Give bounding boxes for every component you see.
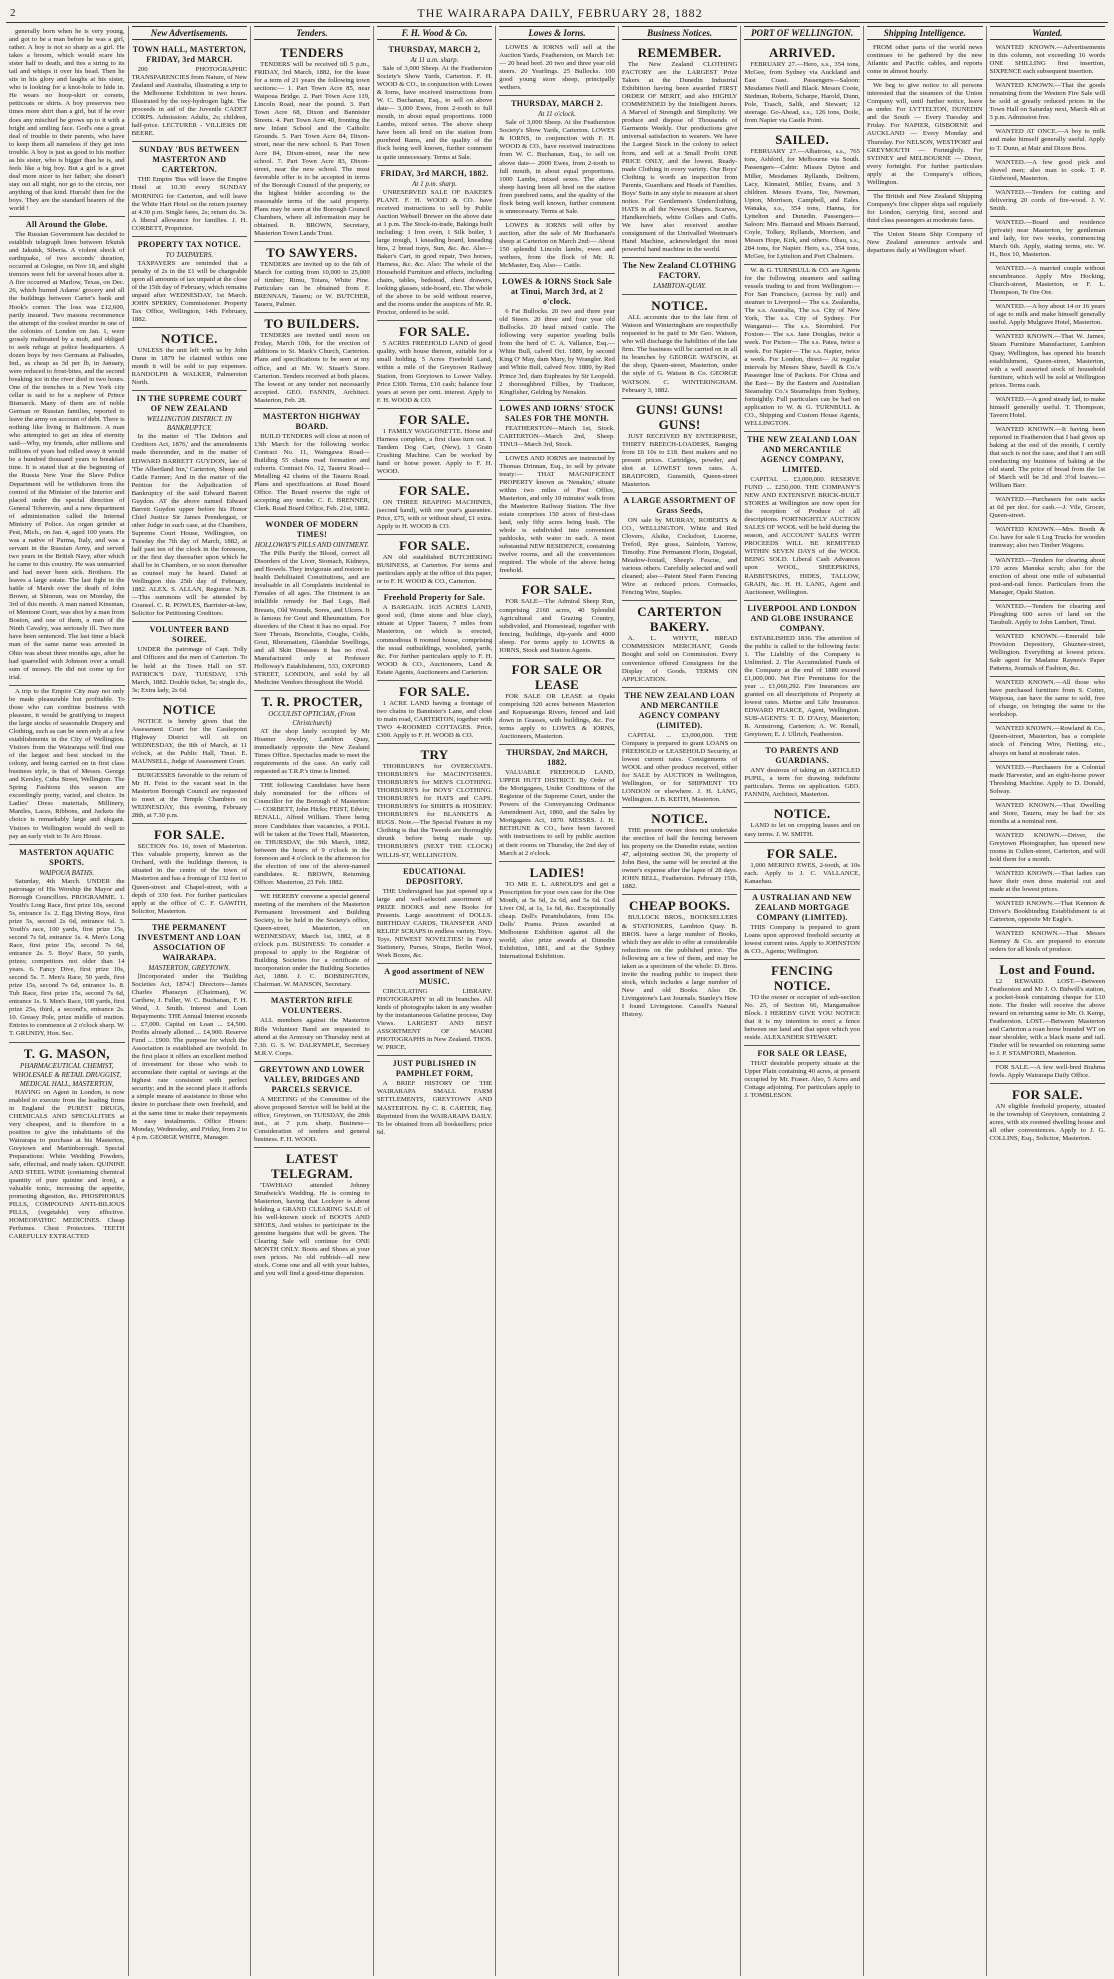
article — [744, 1046, 860, 1103]
article-body: 200 PHOTOGRAPHIC TRANSPARENCIES from Nature, of New Zealand and Australia, illustrating a trip to the Melbourne Exhibition in two hours. Illustrated by the oxy-hydrogen light. The proceeds in aid of the Juvenile CADET CORPS. Admission: Adults, 2s; children, half-price. LECTURER - VILLIERS DE BEERE. — [131, 66, 248, 138]
article-body: ESTABLISHED 1836. The attention of the public is called to the following facts: 1. The Liability of the Company is Unlimited. 2. The Accumulated Funds of the Company at the end of 1880 exceed £1,000,000. Net Fire Premiums for the year ... £1,060,292. Fire Insurances are granted on all descriptions of Property at lowest rates. Marine and Life Insurance. EDWARD PEARCE, Agent, Wellington. SUB-AGENTS: T. D. D'Arcy, Masterton; R. Armstrong, Carterton; A. W. Renall, Greytown; E. J. Ullrich, Featherston. — [744, 634, 860, 739]
article-body: TENDERS are invited until noon on Friday, March 10th, for the erection of additions to St. Mark's Church, Carterton. Plans and specifications to be seen at my office, and at Mr. W. Stuart's Store. Carterton. Tenders received at both places. The lowest or any tender not necessarily accepted. GEO. FANNIN, Architect. Masterton, Feb. 28. — [254, 332, 370, 404]
article-body: WANTED AT ONCE.—A boy to milk and make himself generally useful. Apply to T. Dunn, at Mair and Dixon Bros. — [989, 128, 1106, 152]
article — [990, 555, 1106, 601]
article-heading: T. G. MASON, — [23, 1045, 110, 1061]
article — [990, 601, 1106, 631]
article-heading: REMEMBER. — [637, 45, 722, 60]
article-body: The Russian Government has decided to establish telegraph lines between Irkutsk and Jakutsk, Siberia. A violent shock of earthquake, of two seconds' duration, occurred at Cologne, on Nov 18, and slight tremors were felt for several hours after it. A fire occurred at Marlow, Texas, on Dec. 26, which burned Adams' grocery and all the buildings between Carter's bank and Hook's corner. The loss was £12,600, partly insured. Two masons recommence the attempt of the coolest murder in one of the colonies of London on Jan. 1, were grossly maltreated by a mob, and obliged to seek refuge at police headquarters. A dozen boys by two Germans at Palisades, Ind., as cheap as 3d per lb, in January, were reduced to frost-bites, and the second breaking ice in the river died in two hours. One of the trenches in a New York city cellar is said to be a nephew of Prince Bismarck. Many of them are of noble German or Russian families, reported to leave the army on account of debt. There is nothing like living in Baltimore. A man who attempted to get an idea of eternity said—Why, my friends, after millions and millions of years had rolled away it would be a hundred thousand years to breakfast time. It is stated that at the beginning of the Russia New Year the Slave Police Department will be withdrawn from the control of the Minister of the Interior and placed under the special direction of General Tcherevin, and a new department of administration called the Internal Ministry of Police. An organ grinder at Pest, Mich., on Jan. 4, aged 100 years. He was a native of Parma, Italy, and was a servant in the Russian Army, and served two years in the British Navy, after which he came to this country. He was unmarried and had never been sick. Brothers. He leaves a large estate. The last fight in the battle of Marsh over the death of John Brown, at Shinoun, was on Monday, the 3rd of this month. A man named Kinsman, of Mentone Court, was shot by a man from Boston, and one of them, a man of the Ninth Cavalry, was seriously ill. Two men have been sentenced. The last time a black man of the same name was arrested in Ohio was about three months ago, after he had quarrelled with Johnson over a small sum of money. He did not come up for trial. — [9, 231, 125, 681]
article-body: W. & G. TURNBULL & CO. are Agents for the following steamers and sailing vessels trading to and from Wellington:— For San Francisco, (across by rail) and steamer to Liverpool— The s.s. Zealandia, The s.s. Australia, The s.s. City of New York, The s.s. City of Sydney. For Wanganui— The s.s. Stormbird. For Foxton— The s.s. Jane Douglas, twice a week. For Picton— The s.s. Patea, twice a week. For Napier— The s.s. Napier, twice a week. For London, direct— At regular intervals by Messrs Shaw, Savill & Co.'s Passenger line of Packets. For China and the East— By the Eastern and Australian Steamship Co.'s Steamships from Sydney, fortnightly. Full particulars can be had on application to W. & G. TURNBULL & CO., Shipping and Custom House Agents, WELLINGTON. — [744, 267, 860, 427]
article — [867, 229, 983, 258]
article-body: FEBRUARY 27.—Hero, s.s., 354 tons, McGee, from Sydney via Auckland and East Coast. Passengers—Saloon: Mesdames Neill and Black. Messrs Coote, Stedman, Roberts, Scharpe, Harold, Dunn, Pole, Trasch, Salik, and Stewart; 12 steerage. Go-Ahead, s.s., 126 tons, Doile, from Napier via Castle Point. — [744, 61, 860, 125]
article-heading: LOWES & IORNS Stock Sale at Tinui, March 3rd, at 2 o'clock. — [502, 277, 612, 307]
article — [622, 42, 738, 258]
column-4 — [374, 26, 497, 1976]
article-heading: FRIDAY, 3rd MARCH, 1882. — [380, 168, 489, 178]
article-body: WANTED KNOWN.—That Kennon & Driver's Bookbinding Establishment is at Carterton, opposite Mr Eagle's. — [989, 900, 1106, 924]
article-heading: THE PERMANENT INVESTMENT AND LOAN ASSOCIATION OF WAIRARAPA. — [137, 922, 242, 962]
article-heading: THURSDAY, 2nd MARCH, 1882. — [506, 748, 608, 768]
article — [990, 1062, 1106, 1084]
article — [744, 743, 860, 803]
article-body: ALL members against the Masterton Rifle Volunteer Band are requested to attend at the Armoury on Thursday next at 7.30. G. S. W. DALRYMPLE, Secretary M.R.V. Corps. — [254, 1017, 370, 1057]
article-subheading: At 11 a.m. sharp. — [410, 56, 459, 64]
article-body: TO MR E. L. ARNOLD'S and get a Prescription for your own case for the One Month, at 5s 6d, 2s 6d, and 5s 6d. Cod Liver Oil, at 1s, 1s 6d, &c. Exceptionally cheap. Doll's Perambulators, from 15s. Dolls' Prams. Prizes awarded at Melbourne Exhibition against all the world; also prize awards at Dunedin Exhibition, 1881, and at the Sydney International Exhibition. — [499, 880, 615, 961]
article-body: WANTED KNOWN.—That ladies can have their own dress material cut and made at the lowest prices. — [989, 870, 1106, 894]
article — [744, 890, 860, 960]
article-body: TENDERS will be received till 5 p.m., FRIDAY, 3rd March, 1882, for the lease for a term of 21 years the following town sections:— 1. Part Town Acre 85, near Waipoua Bridge. 2. Part Town Acre 119, Lincoln Road, near the pound. 3. Part Town Acre 68, Dixon and Bannister Streets. 4. Part Town Acre 40, fronting the new Infant School and the Catholic Grounds. 5. Part Town Acre 84, Dixon-street, near the new school. 6. Part Town Acre 84, Dixon-street, near the new school. 7. Part Town Acre 83, Dixon-street, near the new school. The most favorable offer is to be accepted in terms of the Borough Council of the property, or the highest bidder according to the reasonable terms of the said property. Plans may be seen at the Borough Council Chambers, where all information may be obtained. R. BROWN, Secretary, Masterton Town Lands Trust. — [254, 61, 370, 237]
article — [744, 432, 860, 601]
article — [254, 1148, 370, 1282]
article — [132, 237, 248, 328]
article — [990, 80, 1106, 126]
article-heading: MASTERTON AQUATIC SPORTS. — [19, 847, 115, 867]
column-9 — [987, 26, 1109, 1976]
article — [499, 745, 615, 862]
article-body: VALUABLE FREEHOLD LAND, UPPER HUTT DISTRICT. By Order of the Mortgagees, Under Conditions of the Registrar of the Supreme Court, under the Powers of the Conveyancing Ordinance Amendment Act, 1860, and the Sales by Mortgagees Act, 1870. MESSRS. J. H. BETHUNE & CO., have been favored with instructions to sell by public auction at their rooms on Thursday, the 2nd day of March at 2 o'clock. — [499, 769, 615, 857]
article — [990, 524, 1106, 554]
article-body: ON sale by MURRAY, ROBERTS & CO., WELLINGTON. White and Red Clovers, Alsike, Cocksfoot, Lucerne, Trefoil, Rye grass, Sainfoin, Yarrow, Timothy. Fine Permanent Florin, Dogstail, Meadow-foxtail, Sheep's Fescue, and various others. Carefully selected and well cleaned; also—Patent Steel Farm Fencing Wire at reduced prices. Cornsacks, Fencing Wire, Staples. — [621, 516, 738, 597]
article — [990, 301, 1106, 331]
article-heading: NOTICE. — [651, 298, 708, 314]
column-header: Wanted. — [990, 26, 1106, 40]
article-heading: FOR SALE. — [399, 683, 470, 699]
article — [990, 631, 1106, 677]
article-body: SECTION No. 16, town of Masterton. This valuable property, known as the Orchard, with the buildings thereon, is situated in the centre of the town of Masterton and has a frontage of 132 feet to Queen-street and Chapel-street, with a depth of 330 feet. For further particulars apply at the office of C. F. GAWITH, Solicitor, Masterton. — [131, 843, 248, 915]
article — [622, 808, 738, 895]
article-subheading: WELLINGTON DISTRICT. IN BANKRUPTCY. — [146, 415, 232, 433]
article — [254, 780, 370, 891]
article-heading: Lost and Found. — [999, 961, 1096, 977]
masthead — [6, 4, 1108, 23]
article — [990, 868, 1106, 898]
article-subheading: PHARMACEUTICAL CHEMIST, WHOLESALE & RETAIL DRUGGIST, MEDICAL HALL, MASTERTON, — [12, 1061, 122, 1088]
article-body: BUILD TENDERS will close at noon of 13th March for the following works: Contract No. 11, Waingawa Road—Building 55 chains road formation and culverts. Contract No. 12, Taueru Road—Metalling 42 chains of the Taueru Road. Plans and specifications at Road Board Office. The Board reserve the right of accepting any tender. C. E. BRENNER, Clerk. Road Board Office, Feb. 21st, 1882. — [254, 432, 370, 513]
article-body: The Pills Purify the Blood, correct all Disorders of the Liver, Stomach, Kidneys, and Bowels. They invigorate and restore to health Debilitated Constitutions, and are invaluable in all Complaints incidental to Females of all ages. The Ointment is an infallible remedy for Bad Legs, Bad Breasts, Old Wounds, Sores, and Ulcers. It is famous for Gout and Rheumatism. For disorders of the Chest it has no equal. For Sore Throats, Bronchitis, Coughs, Colds, Gout, Rheumatism, Glandular Swellings, and all Skin Diseases it has no rival. Manufactured only at Professor Holloway's Establishment, 533, OXFORD STREET, LONDON, and sold by all Medicine Vendors throughout the World. — [254, 550, 370, 686]
article-body: WANTED.—A boy about 14 or 16 years of age to milk and make himself generally useful. Apply Mulgrave Hotel, Masterton. — [989, 303, 1106, 327]
column-header: Shipping Intelligence. — [867, 26, 983, 40]
article-subheading: At 1 p.m. sharp. — [412, 179, 457, 188]
article — [132, 391, 248, 622]
column-6 — [619, 26, 742, 1976]
article-heading: THE NEW ZEALAND LOAN AND MERCANTILE AGENCY COMPANY, LIMITED. — [747, 434, 858, 474]
article — [867, 191, 983, 229]
article — [990, 1084, 1106, 1146]
article-body: CAPITAL ... £3,000,000. THE Company is prepared to grant LOANS on FREEHOLD or LEASEHOLD Security, at lowest current rates. Consignments of WOOL and other produce received, either for SALE by AUCTION in Wellington, Wellington, or for SHIPMENT TO LONDON or elsewhere. J. H. LANG, Wellington. J. B. KEITH, Masterton. — [621, 731, 738, 804]
article-heading: TRY — [420, 747, 449, 762]
article — [990, 394, 1106, 424]
article — [377, 409, 493, 480]
article-body: LOWES & IORNS will offer by auction, after the sale of Mr Buchanan's sheep at Carterton on March 2nd:— About 150 splendid Lincoln lambs, ewes and wethers, from the flock of Mr. R. McMaster, Esq. Also— Cattle. — [499, 221, 615, 270]
article-body: Sale of 3,000 Sheep. At the Featherston Society's Show Yards, Carterton. LOWES & IORNS, in conjunction with F. H. WOOD & CO., have received instructions from W. C. Buchanan, Esq., to sell on above date— 2000 Ewes, from 2-tooth to full mouth, in about equal proportions. 1000 Lambs, mixed sexes. The above sheep having been all bred on the station from purebred rams, and the quality of the flock being well known, further comment is unnecessary. Terms at Sale. — [499, 119, 615, 215]
article-body: 6 Fat Bullocks. 20 two and three year old Steers. 20 three and four year old Bullocks. 20 head mixed cattle. The following very superior yearling bulls from the herd of C. A. Vallance, Esq.— White Bull, calved Oct. 1880, by second King O' May, dam Mary, by Wrangler. Red and White Bull, calved Nov. 1880, by Red Prince 3rd, dam Euphrates by Sir Leopold. 2 thoroughbred Fillies, by Traducer, Kingfisher, Gelding by Nenakin. — [499, 308, 615, 396]
column-header: F. H. Wood & Co. — [377, 26, 493, 40]
article-body: BULLOCK BROS., BOOKSELLERS & STATIONERS, Lambton Quay. B. BROS. have a large number of Books, which they are able to offer at considerable reductions on the published price. The following are a few of them, and may be taken as a specimen of the whole: D. Bros. invite the reading public to inspect their stock, which includes a large number of New and old Books. Also Dr. Livingstone's Last Journals. Stanley's How I found Livingstone. Cassell's Natural History. — [621, 914, 738, 1019]
article — [744, 601, 860, 744]
article-heading: EDUCATIONAL DEPOSITORY. — [403, 866, 466, 886]
article-heading: NOTICE. — [161, 331, 218, 347]
article — [377, 480, 493, 535]
article — [254, 409, 370, 517]
article-body: WE HEREBY convene a special general meeting of the members of the Masterton Permanent Investment and Building Society, to be held in the Society's office, Queen-street, Masterton, on WEDNESDAY, March 1st, 1882, at 8 o'clock p.m. BUSINESS: To consider a proposal to apply to the Registrar of Building Societies for a certificate of incorporation under the Building Societies Act, 1880. J. C. BOBBINGTON, Chairman. W. MANSON, Secretary. — [254, 892, 370, 989]
article — [132, 328, 248, 391]
article — [9, 1043, 125, 1245]
article — [990, 424, 1106, 494]
column-header: Tenders. — [254, 26, 370, 40]
article-heading: FOR SALE. — [521, 582, 593, 598]
article-body: WANTED.—Board and residence (private) near Masterton, by gentleman and lady, for two weeks, commencing March 6th. Apply, stating terms, etc. W. H., Box 10, Masterton. — [989, 218, 1106, 259]
article-subheading: TO TAXPAYERS. — [165, 250, 214, 259]
article-body: CAPITAL ... £3,000,000. RESERVE FUND ... £250,000. THE COMPANY'S NEW AND EXTENSIVE BRICK-BUILT STORES at Wellington are now open for the reception of Produce of all descriptions. FORTNIGHTLY AUCTION SALES OF WOOL will be held during the season, and ACCOUNT SALES WITH PROCEEDS WILL BE REMITTED WITHIN SEVEN DAYS of the WOOL BEING SOLD. Liberal Cash Advances upon WOOL, SHEEPSKINS, RABBITSKINS, HIDES, TALLOW, GRAIN, &c. H. H. LANG, Agent and Auctioneer, Wellington. — [744, 475, 860, 596]
article — [377, 681, 493, 744]
article-heading: LOWES AND IORNS' STOCK SALES FOR THE MONTH. — [499, 403, 615, 423]
article — [622, 601, 738, 687]
article-heading: SUNDAY 'BUS BETWEEN MASTERTON AND CARTERTON. — [139, 145, 240, 175]
article-heading: IN THE SUPREME COURT OF NEW ZEALAND — [136, 394, 243, 414]
article — [867, 80, 983, 191]
article — [377, 321, 493, 408]
article — [990, 42, 1106, 80]
article — [990, 263, 1106, 301]
article-heading: TO SAWYERS. — [266, 245, 358, 261]
article-body: In the matter of 'The Debtors and Creditors Act, 1876,' and the amendments made thereunder, and in the matter of EDWARD BARRETT GUYDON, late of 'The Albertland Inn,' Carterton, Sheep and Cattle Farmer; And in the matter of the Petition for the Adjudication of Bankruptcy of the said Edward Barrett Guydon. AT the above named Edward Barrett Guydon upper before his Honor Chief Justice Sir James Prendergast, or other Judge in such case, at the Chambers, Supreme Court House, Wellington, on Tuesday the 7th day of March, 1882, at half past ten of the clock in the forenoon, or the first day thereafter upon which he shall be in Chambers, or so soon thereafter as counsel may be heard. Dated at Wellington this 25th day of February, 1882. ALEX. S. ALLAN, Registrar. N.B.—This summons will be attended by Counsel. C. R. POWLES, Barrister-at-law, Solicitor for Petitioning Creditors. — [131, 433, 248, 618]
article-heading: FOR SALE OR LEASE, — [757, 1049, 847, 1059]
article-heading: FOR SALE. — [154, 827, 225, 843]
article-body: WANTED.—A few good pick and shovel men; also man to cook. T. P. Girdwood, Masterton. — [989, 158, 1106, 182]
article — [622, 399, 738, 493]
article-heading: FOR SALE. — [399, 411, 470, 427]
article — [990, 959, 1106, 1062]
article-body: We beg to give notice to all persons interested that the steamers of the Union Company will, until further notice, leave as under. For LYTTELTON, DUNEDIN and the South — Every Tuesday and Friday. For NAPIER, GISBORNE and AUCKLAND — Every Monday and Thursday. For NELSON, WESTPORT and GREYMOUTH — Fortnightly. For SYDNEY and MELBOURNE — Direct, every fortnight. For further particulars apply at the Company's offices, Wellington. — [866, 82, 983, 186]
article-body: FOR SALE.—A few well-bred Brahma fowls. Apply Wairarapa Daily Office. — [989, 1063, 1106, 1080]
article — [132, 622, 248, 698]
article-body: THE following Candidates have been duly nominated for the offices of Councillor for the Borough of Masterton:— CORBETT, John Hicks; FEIST, Edwin; RENALL, Alfred William. There being more Candidates than vacancies, a POLL will be taken at the Town Hall, Masterton, on THURSDAY, the 9th March, 1882, between the hours of 9 o'clock in the forenoon and 4 o'clock in the afternoon for the election of one of the above-named candidates. R. BROWN, Returning Officer. Masterton, 23 Feb. 1882. — [254, 782, 370, 886]
article — [990, 126, 1106, 156]
article — [377, 166, 493, 322]
article — [499, 659, 615, 745]
masthead-title: THE WAIRARAPA DAILY, FEBRUARY 28, 1882 — [417, 5, 703, 20]
column-container — [6, 26, 1108, 1976]
article-heading: TO BUILDERS. — [264, 316, 360, 332]
article-heading: WONDER OF MODERN TIMES! — [265, 520, 359, 540]
article — [990, 217, 1106, 263]
article — [132, 699, 248, 770]
article — [990, 331, 1106, 393]
article-heading: FOR SALE OR LEASE — [511, 661, 603, 692]
article-body: WANTED KNOWN.—That the goods remaining from the Western Fire Sale will be sold at greatly reduced prices in the Town Hall on Saturday next, March 4th at 3 p.m. Admission free. — [989, 82, 1106, 122]
article-body: WANTED.—Tenders for cutting and delivering 20 cords of fire-wood. J. V. Smith. — [989, 188, 1106, 212]
article-body: The British and New Zealand Shipping Company's fine clipper ships sail regularly for London, carrying first, second and third class passengers at moderate fares. — [866, 192, 983, 224]
article-body: WANTED KNOWN.—That W. James, Steam Furniture Manufacturer, Lambton Quay, Wellington, has opened his branch establishment, Queen-street, Masterton, with a well assorted stock of household furniture, which will be sold at Wellington prices. Terms cash. — [989, 333, 1106, 389]
article-heading: LATEST TELEGRAM. — [271, 1150, 353, 1181]
article — [9, 686, 125, 845]
article — [254, 1062, 370, 1148]
article — [132, 920, 248, 1145]
article — [377, 744, 493, 864]
article — [990, 830, 1106, 868]
article-body: Sale of 3,000 Sheep. At the Featherston Society's Show Yards, Carterton. F. H. WOOD & CO., in conjunction with Lowes & Iorns, have received instructions from W. C. Buchanan, Esq., to sell on above date— 3,000 Ewes, from 2-tooth to full mouth, in about equal proportions. 1000 Lambs, mixed sexes. The above sheep have been all bred on the station from purebred Rams, and the quality of the flock being well known, further comment is quite unnecessary. Terms at Sale. — [376, 65, 493, 161]
article — [499, 274, 615, 401]
article-body: THE present owner does not undertake the erection of half the fencing between his property on the Dunedin estate, section 47, adjoining section 36, the property of John Best, the same will be erected at the owner's expense after the lapse of 28 days. JOHN BELL, Featherston. February 15th, 1882. — [621, 827, 738, 891]
article-body: 5 ACRES FREEHOLD LAND of good quality, with house thereon, suitable for a small holding. 5 Acres Freehold Land, within a mile of the Greytown Railway Station, from Greytown to Lower Valley. Price £300. Terms, £10 cash; balance four years at seven per cent. interest. Apply to F. H. WOOD & CO. — [376, 340, 493, 404]
article — [377, 42, 493, 166]
article — [377, 590, 493, 680]
article-body: LOWES & IORNS will sell at the Auction Yards, Featherston, on March 1st:— 20 head beef. 20 two and three year old steers. 20 Yearlings. 25 Bullocks. 100 good young store sheep, principally wethers. — [499, 44, 615, 92]
article-body: WANTED KNOWN.—Rowland & Co., Queen-street, Masterton, has a complete stock of Fencing Wire, Netting, etc., always on hand at moderate rates. — [989, 725, 1106, 757]
column-8 — [864, 26, 987, 1976]
article-body: THIS Company is prepared to grant Loans upon approved freehold security at lowest current rates. Apply to JOHNSTON & CO., Agents; Wellington. — [744, 923, 860, 955]
article-body: TO the owner or occupier of sub-section No. 25, of Section 66, Mangamahoe Block. I HEREBY GIVE YOU NOTICE that it is my intention to erect a fence between our land and that upon which you reside. ALEXANDER STEWART. — [744, 993, 860, 1042]
article-body: ALL accounts due to the late firm of Watson and Winteringham are respectfully requested to be paid to Mr Geo. Watson, who will discharge the liabilities of the late firm. The business will be carried on in all its branches by GEORGE WATSON, at the shop, Queen-street, Masterton, under the style of G. Watson & Co. GEORGE WATSON. C. WINTERINGHAM. February 3, 1882. — [621, 314, 738, 394]
article — [499, 401, 615, 453]
article-body: LOWES AND IORNS are instructed by Thomas Drinnan, Esq., to sell by private treaty:— THAT MAGNIFICENT PROPERTY known as 'Nenakin,' situate within two miles of Post Office, Masterton, and only 10 minutes' walk from the Masterton Railway Station. The five estate comprises 150 acres of first-class land, only fifty acres being bush. The whole is subdivided into convenient paddocks, with water in each. A most substantial NEW RESIDENCE, containing twelve rooms, and all the conveniences required. The whole of the above being freehold. — [499, 454, 615, 575]
article-heading: MASTERTON HIGHWAY BOARD. — [262, 411, 361, 431]
article — [990, 800, 1106, 830]
article — [867, 42, 983, 80]
article-body: WANTED.—A good steady lad, to make himself generally useful. T. Thompson, Tavern Hotel. — [989, 395, 1106, 419]
article-heading: NOTICE. — [651, 811, 708, 827]
article-body: 1,000 MERINO EWES, 2-tooth, at 10s each. Apply to J. C. VALLANCE, Kanaehau. — [744, 861, 860, 885]
article-body: A trip to the Empire City may not only be made pleasurable but profitable. To those who can combine business with pleasure, it would be gratifying to inspect the large stocks of seasonable Drapery and Clothing, such as can be seen only at a few establishments in the City of Wellington. Visitors from the Wairarapa will find one of the largest and best stocked in the colony, and being carried on in first class business style, is that of Messrs. George and Kersley, Cuba Street, Wellington. The Spring Fashions this season are exceedingly pretty, varied, and choice. In Ladies' Dress materials, Millinery, Mantles, Laces, Ribbons, and Jackets the choice is remarkably large and elegant. Visitors to Wellington would do well to pay an early visit to Te Aro House. — [9, 687, 125, 840]
article — [254, 691, 370, 780]
article-body: WANTED KNOWN.—All those who have purchased furniture from S. Cotter, Waipoua, can have the same to sold, free of charge, on bringing the same to the workshop. — [989, 679, 1106, 719]
article-body: LAND to let on cropping leases and on easy terms. J. W. SMITH. — [744, 822, 860, 838]
article — [499, 453, 615, 580]
article — [990, 762, 1106, 800]
article — [9, 845, 125, 1043]
article-heading: GREYTOWN AND LOWER VALLEY, BRIDGES AND PARCELS SERVICE. — [259, 1064, 365, 1094]
article — [254, 313, 370, 408]
article — [377, 1056, 493, 1139]
article-body: WANTED.—Tenders for clearing and Ploughing 600 acres of land on the Tarabuli. Apply to John Lambert, Tinui. — [989, 602, 1106, 626]
article — [499, 96, 615, 220]
article — [744, 129, 860, 265]
article — [622, 895, 738, 1022]
article — [990, 898, 1106, 928]
article-body: TAXPAYERS are reminded that a penalty of 2s in the £1 will be chargeable upon all amounts of tax unpaid at the close of the 15th day of February, which remains unpaid after WEDNESDAY, 1st March. JOHN SPERRY, Commissioner. Property Tax Office, Wellington, 14th February, 1882. — [131, 259, 248, 324]
article-heading: TENDERS — [280, 45, 344, 60]
article-body: HAVING on Agent in London, is now enabled to execute from the leading firms in England the PUREST DRUGS, CHEMICALS AND SPECIALITIES at very cheapest, and is therefore in a position to give the inhabitants of the Wairarapa to purchase at his Masterton, Greytown and Martinborough. Special Preparations: White Wedding Powders, safe, effectual, and ready taken. QUININE AND STEEL WINE (containing chemical quantity of pure quinine and iron), a valuable tonic, increasing the appetite, promoting digestion, &c. PHOSPHORUS PILLS, COMPOUND ANTI-BILIOUS PILLS, (vegetable) very effective. HOMEOPATHIC MEDICINES. Cheap Perfumes. Chest Protectors. TEETH CAREFULLY EXTRACTED — [9, 1088, 125, 1241]
article-body: WANTED KNOWN.—Emerald Isle Provision Depository, Ghuznee-street, Wellington. Everything at lowest prices. Sale agent for Madame Raynes's Paper Patterns, Journals of Fashion, &c. — [989, 632, 1106, 673]
article-heading: LIVERPOOL AND LONDON AND GLOBE INSURANCE COMPANY. — [747, 603, 857, 633]
article-body: A BARGAIN. 1635 ACRES LAND, good soil, (lime stone and blue clay), situate at Upper Taueru, 7 miles from Masterton, on which is erected, commodious 8 roomed house, comprising the usual outbuildings, woolshed, yards, &c. For further particulars apply to F. H. WOOD & CO., Auctioneers, Land & Estate Agents, Auctioneers and Carterton. — [376, 604, 493, 676]
article — [744, 843, 860, 890]
article — [132, 770, 248, 824]
article-body: WANTED.—Tenders for clearing about 170 acres Manuka scrub; also for the erection of about one mile of substantial post-and-rail fence. Particulars from the Manager, Opaki Station. — [989, 556, 1106, 596]
article-body: A. L. WHYTE, BREAD COMMISSION MERCHANT, Goods Bought and sold on Commission. Every convenience offered Consignees for the Display of Goods. TERMS ON APPLICATION. — [621, 635, 738, 683]
article-body: BURGESSES favorable to the return of Mr H. Feist to the vacant seat in the Masterton Borough Council are requested to meet at the Temple Chambers on WEDNESDAY, this evening, February 28th, at 7.30 p.m. — [131, 772, 248, 820]
article — [622, 688, 738, 808]
article-body: THE Undersigned has just opened up a large and well-selected assortment of PRIZE BOOKS and new Books for Presents. Large assortment of DOLLS. BIRTHDAY CARDS, TRANSFER AND RELIEF SCRAPS in endless variety. Toys. Toys. NEWEST NOVELTIES! In Fancy Stationery, Purses, Straps, Berlin Wool, Work Boxes, &c. — [376, 887, 493, 959]
article-body: CIRCULATING LIBRARY. PHOTOGRAPHY in all its branches. All kinds of photographs taken in any weather by the instantaneous Gelatine process, Day Views. LARGEST AND BEST ASSORTMENT OF MAORI PHOTOGRAPHS in New Zealand. THOS. W. PRICE. — [376, 987, 493, 1052]
article-heading: The New Zealand CLOTHING FACTORY. — [622, 261, 737, 281]
article — [132, 824, 248, 919]
article-heading: MASTERTON RIFLE VOLUNTEERS. — [270, 996, 353, 1016]
article-heading: A good assortment of NEW MUSIC. — [384, 966, 485, 986]
article-heading: VOLUNTEER BAND SOIREE. — [149, 625, 230, 645]
article-subheading: HOLLOWAY'S PILLS AND OINTMENT. — [254, 541, 369, 550]
article-body: JUST RECEIVED BY ENTERPRISE, THIRTY BREECH-LOADERS, Ranging from £6 10s to £18. Best makers and no present prices. Cartridges, powder, and shot at LOWEST town rates. A. BRADFORD, Gunsmith, Queen-street Masterton. — [621, 432, 738, 488]
article-body: WANTED KNOWN.—Advertisements in this column, not exceeding 16 words ONE SHILLING first insertion, SIXPENCE each subsequent insertion. — [989, 44, 1106, 76]
article — [622, 493, 738, 601]
article-heading: FENCING NOTICE. — [771, 962, 834, 993]
article — [990, 187, 1106, 217]
article-subheading: At 11 o'clock. — [538, 110, 576, 119]
article — [622, 258, 738, 295]
article-body: FOR SALE—The Admiral Sheep Run, comprising 2160 acres, 40 Splendid Agricultural and Grazing Country, subdivided, and Homestead, together with fencing, buildings, dip-yards and 4000 sheep. For terms apply to LOWES & IORNS, Stock and Station Agents. — [499, 598, 615, 654]
article-body: TENDERS are invited up to the 6th of March for cutting from 10,000 to 25,000 of timber; Rimu, Totara, White Pine. Particulars can be obtained from F. BRENNAN, Taueru; or W. BUTCHER, Taueru, Palmer. — [254, 261, 370, 309]
article-body: WANTED KNOWN.—It having been reported in Featherston that I had given up baking at the end of the month, I certify that such is not the case, and that I am still conducting my business of baking at the old stand. The price of bread from the 1st of March will be 3d and 3½d loaves.—William Barr. — [989, 425, 1106, 490]
article-heading: Freehold Property for Sale. — [383, 593, 486, 603]
article-heading: FOR SALE. — [399, 324, 470, 340]
article — [622, 295, 738, 398]
article — [990, 723, 1106, 761]
column-1 — [6, 26, 129, 1976]
article-body: UNDER the patronage of Capt. Tolly and Officers and the men of Carterton. To be held at the Town Hall on ST. PATRICK'S DAY, TUESDAY, 17th March, 1882. Double ticket, 5s; single do., 3s; Extra lady, 2s 6d. — [131, 646, 248, 694]
article-body: ANY desirous of taking an ARTICLED PUPIL, a term for drawing indefinite particulars. Terms on application. GEO. FANNIN, Architect, Masterton. — [744, 767, 860, 799]
article-heading: T. R. PROCTER, — [261, 694, 363, 709]
article-body: THE Empire 'Bus will leave the Empire Hotel at 10.30 every SUNDAY MORNING for Carterton, and will leave the White Hart Hotel on the return journey at 4.30 p.m. Single fares, 2s; return do. 3s. A liberal allowance for families. J. H. CORBETT, Proprietor. — [131, 176, 248, 232]
article-body: WANTED.—Purchasers for a Colonial made Harvester, and an eight-horse power Threshing Machine. Apply to D. Donald, Solway. — [989, 763, 1106, 795]
column-header: PORT OF WELLINGTON. — [744, 26, 860, 40]
article — [132, 42, 248, 142]
article-body: FEBRUARY 27.—Albatross, s.s., 765 tons, Ashford, for Melbourne via South. Passengers—Cabin: Misses Dyton and Miller, Mesdames Ryllands, Doltrem, Lacy, Kinnaird, Miller, Evans, and 3 children. Messrs Evans, Tee, Newman, Upton, Morrison, Campbell, and Eales. Wanaka, s.s., 354 tons, Hanna, for Lyttelton and Dunedin. Passengers—Saloon: Mrs. Barraud and Misses Barraud, Coyle, Tolkey, Ryllands, Morrison, and Messrs Hope, Kirk, and others. Ohau, s.s., 284 tons, for Napier. Hero, s.s., 354 tons, McGee, for Lyttelton and Port Chalmers. — [744, 148, 860, 260]
article — [744, 960, 860, 1046]
article-body: 1 ACRE LAND having a frontage of two chains to Bannister's Lane, and close to main road, CARTERTON, together with TWO 4-ROOMED COTTAGES. Price, £300. Apply to F. H. WOOD & CO. — [376, 699, 493, 739]
article-body: The New Zealand CLOTHING FACTORY are the LARGEST Prize Takers at the Dunedin Industrial Exhibition having been awarded FIRST ORDER OF MERIT, and also HIGHLY COMMENDED by the Intelligent Jurors. A Marvel of Strength and Simplicity. We produce and dispose of Thousands of Garments Weekly. Our productions give universal satisfaction to wearers. We have the Largest Stock in the colony to select from, and sell at a Small Profit ONE PRICE ONLY, and the lowest. Ready-made Clothing in every variety. Our Boys' Clothing is worth an inspection from Parents, Guardians and Heads of Families. Boys' Suits in any style to measure at short notice. For Gentlemen's Underclothing, HATS in all the Newest Shapes. Scarves, Handkerchiefs, white Collars and Cuffs. We have also received another consignment of the Unrivalled Weetman's Hand Machine, acknowledged the most powerful hand machine in the world. — [621, 61, 738, 254]
article-body: The Union Steam Ship Company of New Zealand announce arrivals and departures daily at Wellington wharf. — [866, 230, 983, 255]
article-subheading: OCCULIST OPTICIAN, (From Christchurch) — [268, 710, 356, 727]
article — [990, 928, 1106, 958]
article-subheading: LAMBTON-QUAY. — [653, 282, 707, 291]
column-header: Business Notices. — [622, 26, 738, 40]
article-heading: THE NEW ZEALAND LOAN AND MERCANTILE AGENCY COMPANY (LIMITED). — [624, 690, 735, 730]
article — [254, 42, 370, 242]
article-heading: CARTERTON BAKERY. — [637, 604, 722, 635]
article-heading: NOTICE — [162, 701, 216, 717]
article-subheading: MASTERTON, GREYTOWN. — [148, 963, 231, 972]
article-heading: FOR SALE. — [1011, 1087, 1083, 1103]
article — [132, 142, 248, 236]
article — [254, 891, 370, 994]
article-body: WANTED.—Purchasers for oats sacks at 6d per doz. for cash.—J. Vile, Grocer, Queen-street. — [989, 496, 1106, 520]
article-heading: FOR SALE. — [399, 538, 470, 554]
article — [377, 535, 493, 590]
article-heading: CHEAP BOOKS. — [629, 898, 731, 914]
article — [499, 220, 615, 274]
column-5 — [496, 26, 619, 1976]
article — [990, 157, 1106, 187]
article-body: AN old established BUTCHERING BUSINESS, at Carterton. For terms and particulars apply at the office of this paper, or to F. H. WOOD & CO., Carterton. — [376, 554, 493, 586]
column-3 — [251, 26, 374, 1976]
article — [377, 864, 493, 964]
article-body: UNRESERVED SALE OF BAKER'S PLANT. F. H. WOOD & CO. have received instructions to sell by Public Auction Websell Brewer on the above date at 1 p.m. The Stock-in-trade, Bakings built including: 1 Iron oven, 1 Silk boiler, 1 large trough, 1 kneading board, kneading bins, 2 bread trays, Sun, &c. &c. Also— Baker's Cart, in good repair, Two horses, Harness, &c. &c. Also: The whole of the Household Furniture and effects, including chairs, tables, bedstead, chest drawers, looking glasses, side-board, etc. The whole of the above to be sold without reserve, and the rooms under the auspices of Mr. R. Proctor, ordered to be sold. — [376, 188, 493, 317]
article-body: UNLESS the unit left with us by John Dunn in 1879 be claimed within one month it will be sold to pay expenses. RANDOLPH & WALKER, Palmerston North. — [131, 347, 248, 387]
article-body: Saturday, 4th March. UNDER the patronage of His Worship the Mayor and Borough Councillors. PROGRAMME. 1. Youth's Long Race, first prize 10s, second 5s, entrance 1s. 2. Egg Diving Boys, first prize 5s, second 2s 6d, entrance 6d. 3. Youth's race, 100 yards, first prize 15s, second 7s 6d, entrance 1s. 4. Men's Long Race, first prize 15s, second 7s 6d, entrance 2s. 5. Boys' Race, 50 yards, prizes; competitors not older than 14 years. 6. Fancy Dive, first prize 10s, second 5s. 7. Men's Race, 50 yards, first prize 15s, second 7s 6d, entrance 1s. 8. Tub Race, first prize 15s, second 7s 6d, entrance 1s. 9. Men's Race, 100 yards, first prize 25s, third, a second's, entrance 2s. 10. Greasy Pole, prize middle of mutton. Entries to commence at 2 o'clock sharp. W. T. GRUNDY, Hon. Sec. — [9, 877, 125, 1038]
article-heading: ARRIVED. — [768, 45, 836, 60]
article — [990, 677, 1106, 723]
article-heading: A LARGE ASSORTMENT OF Grass Seeds, — [623, 495, 736, 515]
article-heading: FOR SALE. — [766, 845, 838, 861]
article-heading: A USTRALIAN AND NEW ZEALAND MORTGAGE COMPANY (LIMITED). — [752, 892, 853, 922]
article-heading: FOR SALE. — [399, 482, 470, 498]
article — [499, 42, 615, 96]
article-heading: GUNS! GUNS! GUNS! — [635, 401, 724, 432]
article-heading: JUST PUBLISHED IN PAMPHLET FORM, — [392, 1059, 477, 1079]
article-body: ON THREE REAPING MACHINES, (second hand), with one year's guarantee. Price, £75, with or without sheaf, £1 extra. Apply to H. WOOD & CO. — [376, 498, 493, 531]
article-body: AN eligible freehold property, situated in the township of Greytown, containing 2 acres, with six roomed dwelling house and all other conveniences. Apply to J. G. COLLINS, Esq., Solicitor, Masterton. — [989, 1103, 1106, 1143]
column-header: New Advertisements. — [132, 26, 248, 40]
column-7 — [741, 26, 864, 1976]
article — [499, 862, 615, 964]
article-body: WANTED KNOWN.—Mrs. Booth & Co. have for sale 6 Log Trucks for wooden tramway; also two Timber Wagons. — [989, 526, 1106, 550]
article — [990, 494, 1106, 524]
article-body: [Incorporated under the 'Building Societies Act, 1874.'] Directors—James Charles Pharazyn (Chairman), W. Carthew, J. Fuller, W. C. Buchanan, F. H. Wood, J. Smith. Interest and Loan Repayments: THE Annual Interest exceeds ... £7,000. Capital on Loan ... £4,500. Profits already allotted ... £4,900. Reserve Fund ... £900. The purpose for which the Association is established are twofold. In the first place it offers an excellent method of investment for those who wish to accumulate their capital or savings at the highest rate consistent with perfect security; and in the second place it affords a simple means of assistance to those who desire to purchase their own freehold, and at the same time to make their repayments in easy instalments. Office Hours: Monday, Wednesday, and Friday, from 2 to 4 p.m. GEORGE WHITE, Manager. — [131, 972, 248, 1141]
article — [744, 265, 860, 432]
article-body: NOTICE is hereby given that the Assessment Court for the Castlepoint Highway District will sit on WEDNESDAY, the 8th of March, at 11 o'clock, at the Public Hall, Tinui. E. MAUNSELL, Judge of Assessment Court. — [131, 717, 248, 765]
article-body: A BRIEF HISTORY OF THE WAIRARAPA SMALL FARM SETTLEMENTS, GREYTOWN AND MASTERTON. By C. R. CARTER, Esq. Reprinted from the WAIRARAPA DAILY. To be obtained from all booksellers; price 6d. — [376, 1080, 493, 1136]
article-heading: NOTICE. — [773, 806, 831, 822]
article-heading: THURSDAY, MARCH 2. — [511, 99, 603, 109]
article-subheading: WAIPOUA BATHS. — [39, 868, 95, 877]
article-body: 'TAWHIAO attended Johnny Strudwick's Wedding. He is coming to Masterton, having that Lockyer is about holding a GRAND CLEARING SALE of his well-known stock of BOOTS AND SHOES, And wishes to participate in the genuine bargains that will be given. The Clearing Sale will continue for ONE MONTH ONLY. Boots and Shoes at your own prices. No old rubbish—all new stock. Come one and all with your babies, and you will find a good-time dispersion. — [254, 1181, 370, 1278]
article-body: generally born when he is very young, and got to be a man before he was a girl, rather. A boy is not so sharp as a girl. He takes a broom, which would scare his sister half to death, and ties a string to its tail and whisps it over his head. Then he sits in his glory and laughs at his sister, who is looking for a knot-hole to hide in. He wears no hoop-skirt or corsets, petticoats or shirts. A boy preserves two times more shirt than a girl, but if he ever does any mischief he grows up to it with a bright and smiling face. God's one a great deal of trouble to their parents, who have to keep them all nameless if they get into trouble. A boy is just as good to his mother as his sister, who is bigger than he is, and feels like a big boy. But a girl is a great deal more nicer to her father; she doesn't stay out all night, nor go to the circus, nor anything of that kind. Hurrah! then for the boys. They are the standard bearers of the world ! — [9, 28, 125, 213]
article-body: FOR SALE OR LEASE at Opaki comprising 320 acres between Masterton and Kopuaranga Rivers, fenced and laid down in Grasses, with buildings, &c. For terms apply to LOWES & IORNS, Auctioneers, Masterton. — [499, 692, 615, 741]
column-2 — [129, 26, 252, 1976]
article-body: FROM other parts of the world news continues to be gathered by the new Atlantic and Pacific cables, and reports come in almost hourly. — [866, 44, 983, 76]
article — [499, 579, 615, 658]
article — [9, 217, 125, 686]
article-body: £2 REWARD. LOST.—Between Featherston and Mr J. O. Bidwill's station, a pocket-book containing cheque for £10 note. The finder will receive the above reward on returning same to Mr. O. Kemp, Featherston. LOST.—Between Masterton and Carterton a roan horse branded WT on near shoulder, with a black mane and tail. Finder will be rewarded on returning same to J. P. STAMFORD, Masterton. — [989, 977, 1106, 1057]
article-body: 1 FAMILY WAGGONETTE. Horse and Harness complete, a first class turn out. 1 Tandem Dog Cart, (New). 1 Grain Crushing Machine. Can be worked by hand or horse power. Apply to F. H. WOOD. — [376, 427, 493, 475]
article-body: A MEETING of the Committee of the above proposed Service will be held at the office, Greytown, on TUESDAY, the 28th inst., at 7 p.m. sharp. Business—Consideration of tenders and general business. F. H. WOOD. — [254, 1095, 370, 1143]
article — [254, 517, 370, 691]
article — [377, 964, 493, 1056]
article-body: WANTED KNOWN.—That Dwelling and Store, Taueru, may be had for six months at a nominal rent. — [989, 801, 1106, 825]
article — [254, 993, 370, 1061]
article-heading: All Around the Globe. — [25, 220, 108, 230]
article-heading: LADIES! — [529, 864, 585, 880]
article — [254, 242, 370, 313]
article — [744, 803, 860, 842]
article-heading: THURSDAY, MARCH 2, — [388, 45, 481, 54]
article-heading: SAILED. — [775, 132, 830, 148]
article-body: WANTED KNOWN.—That Messrs Kenney & Co. are prepared to execute orders for all kinds of produce. — [989, 930, 1106, 954]
article — [744, 42, 860, 129]
article-heading: PROPERTY TAX NOTICE. — [137, 239, 241, 249]
article-body: WANTED KNOWN.—Driver, the Greytown Photographer, has opened new rooms in Cullen-street, Carterton, and will hold them for a month. — [989, 831, 1106, 864]
article-heading: TO PARENTS AND GUARDIANS. — [765, 746, 839, 766]
article-body: FEATHERSTON—March 1st, Stock. CARTERTON—March 2nd, Sheep. TINUI—March 3rd, Stock. — [499, 424, 615, 448]
column-header: Lowes & Iorns. — [499, 26, 615, 40]
article — [9, 26, 125, 217]
article-body: WANTED.—A married couple without encumbrance. Apply Mrs Hocking, Church-street, Masterton, or F. L. Thompson, Te Ore Ore. — [989, 265, 1106, 297]
article-body: AT the shop lately occupied by Mr Hoamer Jewelry, Lambton Quay, immediately opposite the New Zealand Times Office. Spectacles made to meet the requirements of the case. An early call requested as T.R.P.'s time is limited. — [254, 728, 370, 776]
article-heading: TOWN HALL, MASTERTON, FRIDAY, 3rd MARCH. — [132, 45, 246, 64]
page-number: 2 — [10, 7, 16, 19]
article-body: THAT desirable property situate at the Upper Plain containing 40 acres, at present occupied by Mr. Fraser. Also, 5 Acres and Cottage adjoining. For particulars apply to J. TOMBLESON. — [744, 1060, 860, 1100]
article-body: THORBURN'S for OVERCOATS. THORBURN'S for MACINTOSHES. THORBURN'S for MEN'S CLOTHING. THORBURN'S for BOYS' CLOTHING. THORBURN'S for HATS and CAPS. THORBURN'S for SHIRTS & HOSIERY. THORBURN'S for BLANKETS & RUGS. Note.—The Special Feature in my Clothing is that the Tweeds are thoroughly shrunk before being made up. THORBURN'S (NEXT THE CLOCK) WILLIS-ST, WELLINGTON. — [376, 763, 493, 859]
